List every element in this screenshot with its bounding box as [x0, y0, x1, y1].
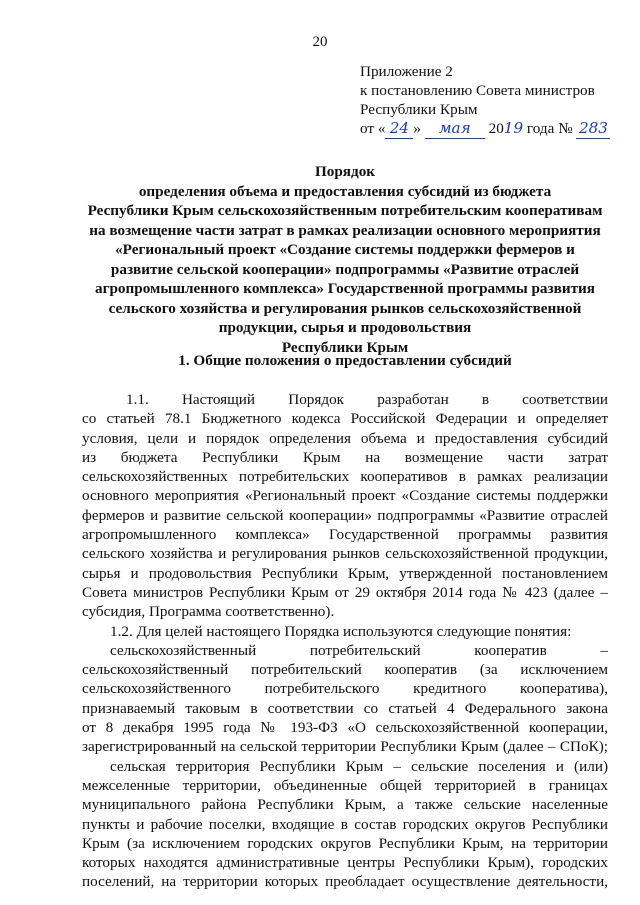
appendix-line-2: к постановлению Совета министров	[360, 82, 595, 99]
title-line: Республики Крым	[281, 338, 409, 356]
body-line: фермеров и развитие сельской кооперации» подпрограммы «Развитие отраслей	[82, 506, 608, 524]
body-line: от 8 декабря 1995 года № 193-ФЗ «О сельскохозяйственной кооперации,	[82, 719, 608, 737]
body-line: зарегистрированный на сельской территории Республики Крым (далее – СПоК);	[82, 738, 608, 756]
handwritten-day: 24	[385, 119, 413, 139]
handwritten-year: 19	[503, 119, 524, 137]
body-line: поселений, на территории которых преобладает осуществление деятельности,	[82, 873, 608, 891]
title-line: развитие сельской кооперации» подпрограммы «Развитие отраслей	[110, 260, 580, 278]
title-line: агропромышленного комплекса» Государственной программы развития	[94, 280, 596, 297]
appendix-date-line	[360, 119, 610, 139]
page-number: 20	[312, 34, 328, 50]
body-line: сырья и продовольствия Республики Крым, утвержденной постановлением	[82, 564, 608, 582]
body-line: сельскохозяйственного потребительского кредитного кооператива),	[82, 680, 608, 698]
handwritten-month: мая	[425, 119, 485, 139]
appendix-line-3: Республики Крым	[360, 101, 478, 118]
body-line: 1.2. Для целей настоящего Порядка используются следующие понятия:	[110, 622, 572, 640]
body-line: сельская территория Республики Крым – сельские поселения и (или)	[110, 757, 608, 775]
body-line: условия, цели и порядок определения объема и предоставления субсидий	[82, 429, 608, 447]
body-line: сельскохозяйственных потребительских кооперативов в рамках реализации	[82, 468, 608, 486]
body-line: из бюджета Республики Крым на возмещение части затрат	[82, 448, 608, 466]
body-line: Совета министров Республики Крым от 29 октября 2014 года № 423 (далее –	[82, 583, 608, 601]
body-line: которых находятся административные центры Республики Крым), городских	[82, 854, 608, 872]
date-prefix: от «	[360, 120, 386, 137]
title-line: Республики Крым сельскохозяйственным потребительским кооперативам	[87, 202, 603, 219]
appendix-block	[360, 62, 610, 139]
title-line: на возмещение части затрат в рамках реализации основного мероприятия	[89, 221, 601, 239]
title-line: Порядок	[314, 163, 376, 180]
body-line: сельскохозяйственный потребительский кооператив (за исключением	[82, 661, 608, 679]
body-line: признаваемый таковым в соответствии со статьей 4 Федерального закона	[82, 699, 608, 717]
title-line: определения объема и предоставления субсидий из бюджета	[138, 182, 552, 200]
title-line: продукции, сырья и продовольствия	[218, 319, 472, 336]
date-suffix: года №	[523, 120, 573, 137]
body-line: Крым (за исключением городских округов Республики Крым, на территории	[82, 834, 608, 852]
appendix-line-1: Приложение 2	[360, 63, 453, 80]
date-mid: »	[413, 120, 422, 137]
body-line: агропромышленного комплекса» Государственной программы развития	[82, 526, 608, 544]
handwritten-decree-number: 283	[576, 119, 610, 139]
body-line: муниципального района Республики Крым, а также сельские населенные	[82, 796, 608, 814]
body-line: сельскохозяйственный потребительский кооператив –	[110, 641, 608, 659]
body-line: 1.1. Настоящий Порядок разработан в соответствии	[126, 391, 608, 408]
body-line: межселенные территории, объединенные общей территорией в границах	[82, 776, 608, 794]
body-line: сельского хозяйства и регулирования рынков сельскохозяйственной продукции,	[82, 545, 608, 563]
body-line: со статьей 78.1 Бюджетного кодекса Российской Федерации и определяет	[82, 410, 608, 428]
body-line: пункты и рабочие поселки, входящие в состав городских округов Республики	[82, 815, 608, 833]
body-line: субсидия, Программа соответственно).	[82, 603, 335, 621]
body-line: основного мероприятия «Региональный проект «Создание системы поддержки	[82, 487, 608, 505]
document-title	[82, 162, 608, 357]
date-year-prefix: 20	[488, 120, 504, 137]
section-heading: 1. Общие положения о предоставлении субсидий	[178, 352, 512, 369]
title-line: сельского хозяйства и регулирования рынков сельскохозяйственной	[108, 299, 582, 317]
title-line: «Региональный проект «Создание системы поддержки фермеров и	[115, 241, 575, 258]
section-body	[82, 390, 608, 892]
